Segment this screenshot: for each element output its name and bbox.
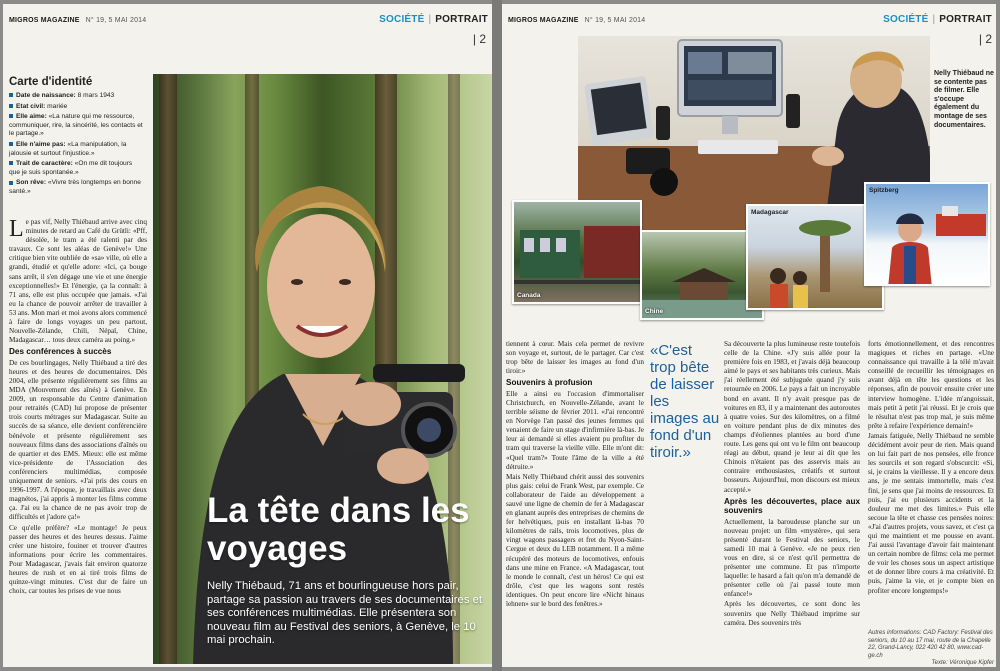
page-header <box>9 14 488 28</box>
photo-label: Canada <box>517 292 541 299</box>
page-gutter <box>492 0 502 671</box>
photo-caption: Nelly Thiébaud ne se contente pas de filmer. Elle s'occupe également du montage de ses documentaires. <box>934 70 994 129</box>
info-credit <box>868 630 994 667</box>
page-number: | 2 <box>472 32 486 46</box>
issue-number: N° 19, 5 MAI 2014 <box>85 17 147 24</box>
page-header <box>508 14 992 28</box>
article-column-5: forts émotionnellement, et des rencontres magiques et riches en partage. «Une connaissance qui travaille à la télé m'avait conseillé de recueillir les témoignages en avant déjà en tête les questions et les réponses, afin de pouvoir ensuite créer une interview homogène. L'idée m'angoissait, mais petit à petit j'ai réussi. Et je crois que le résultat n'est pas trop mal, je suis même prête à refaire l'expérience demain!» Jamais fatiguée, Nelly Thiébaud ne semble décidément avoir peur de rien. Mais quand on lui fait part de nos pensées, elle fronce les sourcils et son regard s'obscurcit: «Si, si, je crains la vieillesse. Il y a encore deux ans, je me sentais immortelle, mais c'est fini, je sens que j'ai moins de ressources. Et puis, j'ai eu plusieurs accidents et la douleur me met des limites.» Puis elle secoue la tête et chasse ces pensées noires: «J'ai d'autres projets, vous savez, et c'est ça qui me maintient et me pousse en avant. J'ai aussi l'avantage d'avoir fait maintenant un certain nombre de films: cela me permet de voir les choses sous un aspect artistique et de donner libre cours à ma créativité. Et puis, j'aime la vie, et je compte bien en profiter encore longtemps!» <box>868 340 994 595</box>
magazine-name: MIGROS MAGAZINE N° 19, 5 MAI 2014 <box>508 17 646 24</box>
woman-with-camera-illustration <box>153 74 492 664</box>
issue-number: N° 19, 5 MAI 2014 <box>584 17 646 24</box>
carte-item: Date de naissance: 8 mars 1943 <box>9 92 145 101</box>
headline: La tête dans les voyages <box>207 491 470 568</box>
pull-quote: «C'est trop bête de laisser les images au fond d'un tiroir.» <box>650 342 720 461</box>
carte-item: Son rêve: «Vivre très longtemps en bonne santé.» <box>9 179 145 196</box>
subheading: Souvenirs à profusion <box>506 378 593 388</box>
section-label: SOCIÉTÉ | PORTRAIT <box>883 14 992 25</box>
travel-photo-spitzberg <box>864 182 990 286</box>
subheading: Après les découvertes, place aux souvenirs <box>724 496 860 516</box>
subheading: Des conférences à succès <box>9 347 112 357</box>
info-text: Autres informations: CAD Factory: Festival des seniors, du 10 au 17 mai, route de la Chapelle 22, Grand-Lancy, 022 420 42 80, www.cad-ge.ch <box>868 630 993 659</box>
carte-item: Etat civil: mariée <box>9 103 145 112</box>
right-page <box>502 4 996 667</box>
section-label: SOCIÉTÉ | PORTRAIT <box>379 14 488 25</box>
photo-label: Madagascar <box>751 209 789 216</box>
left-page <box>3 4 492 667</box>
photo-label: Spitzberg <box>869 187 899 194</box>
article-column-1: Le pas vif, Nelly Thiébaud arrive avec cinq minutes de retard au Café du Grütli: «Pff, désolée, le tram a été ralenti par des travaux. Ce sont les aléas de Genève!» Une critique bien vite oubliée de «sa» ville, où elle a grandi, étudié et qu'elle adore: «Ici, ça bouge sans arrêt, il s'en dégage une vie et une énergie exceptionnelles!» Et l'énergie, ça la connaît: à 71 ans, elle est plus occupée que jamais. «J'ai eu la chance de pouvoir arrêter de travailler à 53 ans. Mon mari et moi avons alors commencé à faire de longs voyages un peu partout, Nouvelle-Zélande, Chili, Népal, Chine, Madagascar… tous deux caméra au poing.» Des conférences à succès De ces bourlingages, Nelly Thiébaud a tiré des heures et des heures de documentaires. Dès 2004, elle présente régulièrement ses films au MDA (Mouvement des aînés) à Genève. En 2009, un responsable du Centre d'animation pour retraités (CAD) lui propose de présenter trois courts métrages sur Madagascar. Suite au succès de sa séance, elle devient conférencière bénévole et présente régulièrement ses nouveaux films dans des associations d'aînés ou de quartier et des EMS. Mieux: elle est même vice-présidente de l'Association des conférenciers multimédias, composée uniquement de seniors. «J'ai pris des cours en 1996-1997. A l'époque, je travaillais avec deux magnétos, j'ai appris à monter les films comme ça. J'ai eu la chance de ne pas avoir trop de difficultés et j'adore ça!» Ce qu'elle préfère? «Le montage! Je peux passer des heures et des heures dessus. J'aime créer une histoire, fouiner et trouver d'autres informations pour écrire les commentaires. Pour Madagascar, j'avais fait environ quatorze heures de rush et en ai tiré trois films de quinze-vingt minutes. C'est dur de faire un choix, car toutes les prises de vue nous <box>9 218 147 596</box>
author-credit: Texte: Véronique Kipfer <box>931 660 994 667</box>
portrait-photo <box>153 74 492 664</box>
page-number: | 2 <box>978 32 992 46</box>
lead-text: Nelly Thiébaud, 71 ans et bourlingueuse hors pair, partage sa passion au travers de ses documentaires et ses conférences multimédias. Elle présentera son nouveau film au Festival des seniors, à Genève, le 10 mai prochain. <box>207 580 483 647</box>
article-column-4: Sa découverte la plus lumineuse reste toutefois celle de la Chine. «J'y suis allée pour la première fois en 1983, et j'avais déjà beaucoup aimé le pays et ses habitants très curieux. Mais j'ai réellement été subjuguée quand j'y suis retournée en 2006. Le pays a fait un incroyable bond en avant. Il n'y avait presque pas de voitures en 83, il y a maintenant des autoroutes à quatre voies. Sur des kilomètres, on a filmé en voiture pendant plus de dix minutes des champs d'éoliennes plantées au bord d'une route. Les gens qui ont vu le film ont beaucoup réagi au début, quand je leur ai dit que les Chinois n'étaient pas des asservis mais au contraire enthousiastes, créatifs et surtout bosseurs. Aujourd'hui, mon discours est mieux accepté.» Après les découvertes, place aux souvenirs Actuellement, la baroudeuse planche sur un nouveau projet: un film «mystère», qui sera présenté durant le Festival des seniors, le samedi 10 mai à Genève. «Je ne peux rien vous en dire, si ce n'est qu'il permettra de présenter une commune. Et pas n'importe laquelle: le hasard a fait qu'on m'a demandé de présenter celle où j'ai passé toute mon enfance!» Après les découvertes, ce sont donc les souvenirs que Nelly Thiébaud imprime sur caméra. Des souvenirs très <box>724 340 860 627</box>
carte-item: Elle n'aime pas: «La manipulation, la jalousie et surtout l'injustice.» <box>9 141 145 158</box>
photo-label: Chine <box>645 308 664 315</box>
article-column-3: tiennent à cœur. Mais cela permet de revivre son voyage et, surtout, de le partager. Car c'est trop bête de laisser les images au fond d'un tiroir.» Souvenirs à profusion Elle a ainsi eu l'occasion d'immortaliser Christchurch, en Nouvelle-Zélande, avant le terrible séisme de février 2011. «J'ai rencontré en Norvège l'an passé des jeunes femmes qui venaient de faire un stage d'infirmière là-bas. Je leur ai demandé si elles avaient pu profiter du tram qui traverse la vieille ville. Elle m'ont dit: «Quel tram?» Toute l'âme de la ville a été détruite.» Mais Nelly Thiébaud chérit aussi des souvenirs plus gais: celui de Frank West, par exemple. Ce collaborateur de l'aide au développement a sauvé une ligne de chemin de fer à Madagascar en glanant auprès des entreprises de chemins de fer helvétiques, puis en installant là-bas 70 kilomètres de rails, trois locomotives, plus de vingt wagons passagers et fret du Nyon-Saint-Cergue et deux du LEB notamment. Il a même récupéré des moteurs de locomotives, enfouis dans une mine en France. «A Madagascar, tout le monde le connaît, c'est un héros! Ce qui est drôle, c'est que les wagons sont restés identiques. On peut encore lire «Nicht hinaus lehnen» sur le bord des fenêtres.» <box>506 340 644 609</box>
carte-title: Carte d'identité <box>9 76 93 88</box>
carte-identite <box>9 92 145 199</box>
travel-photo-canada <box>512 200 642 304</box>
train-illustration <box>514 202 642 304</box>
drop-cap: L <box>9 218 24 242</box>
carte-item: Trait de caractère: «On me dit toujours que je suis spontanée.» <box>9 160 145 177</box>
magazine-name: MIGROS MAGAZINE N° 19, 5 MAI 2014 <box>9 17 147 24</box>
arctic-illustration <box>866 184 990 286</box>
carte-item: Elle aime: «La nature qui me ressource, communiquer, rire, la sincérité, les contacts et le partage.» <box>9 113 145 139</box>
